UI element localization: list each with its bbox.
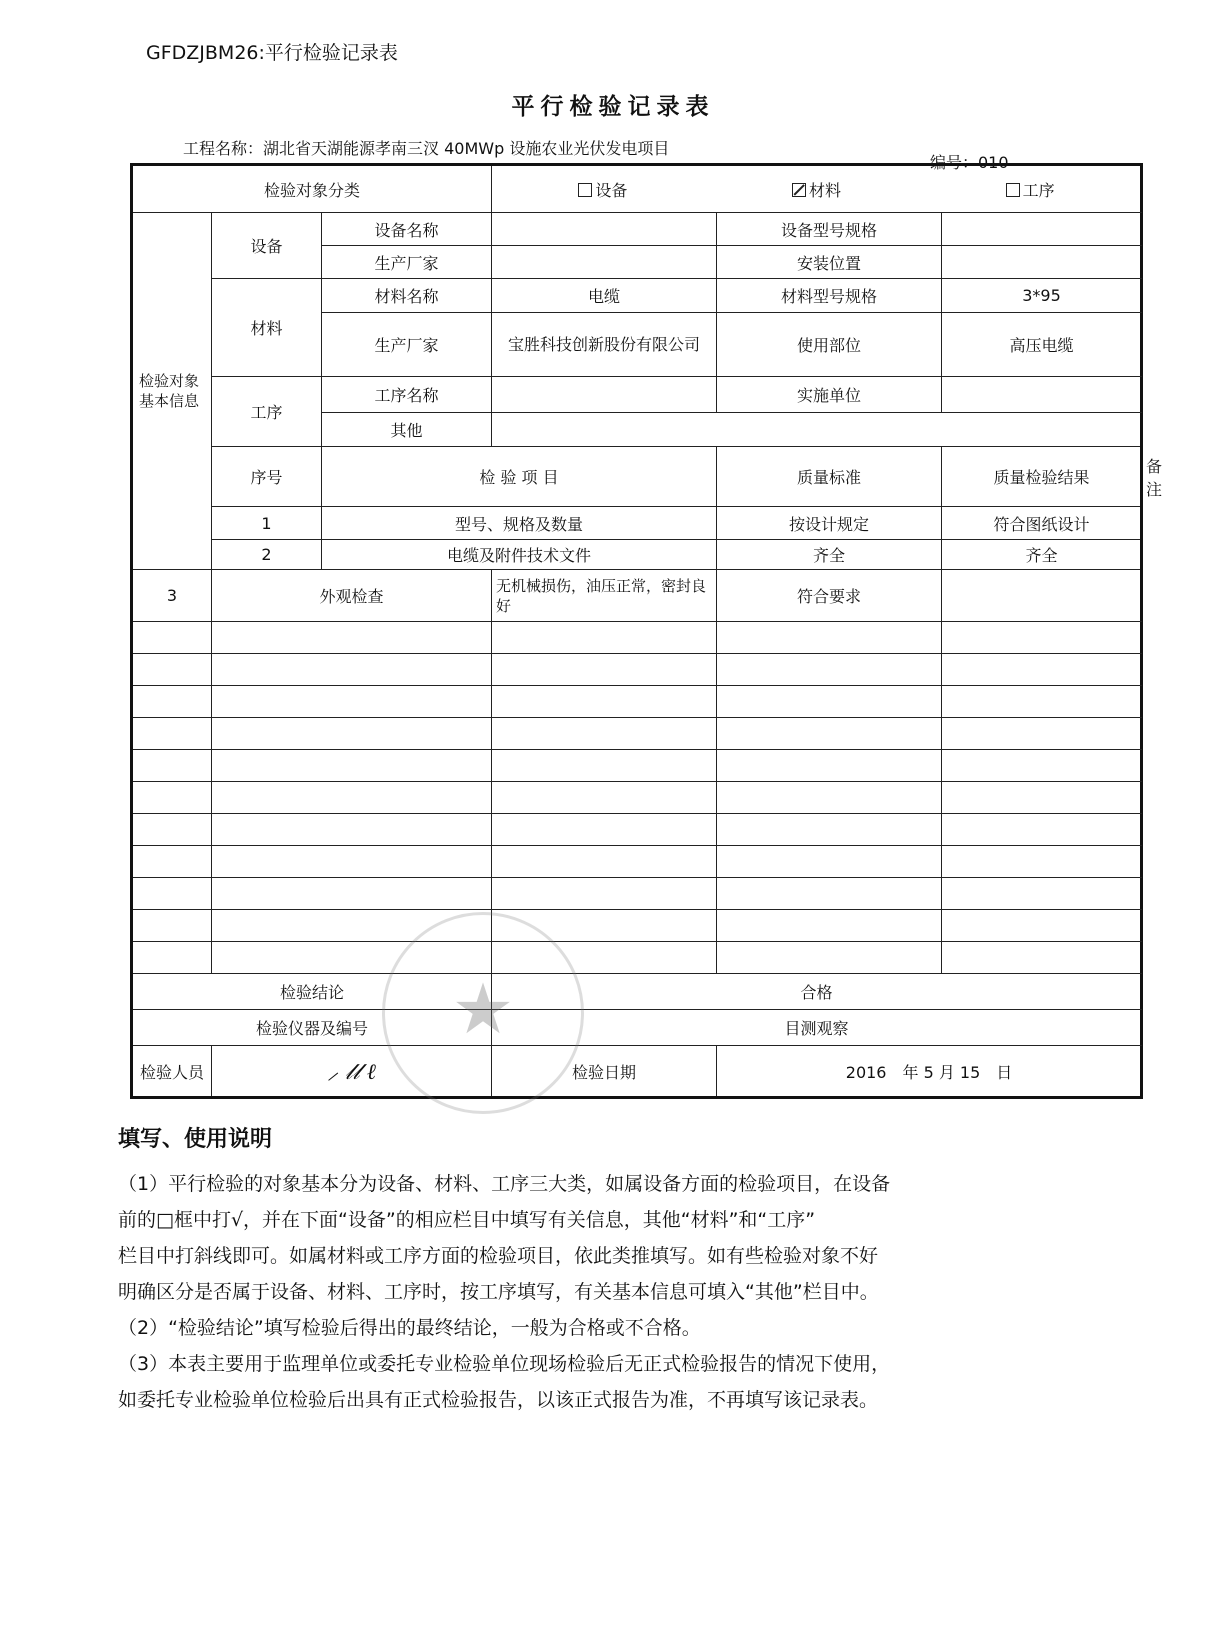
date-label: 检验日期 <box>492 1046 717 1098</box>
project-name: 工程名称：湖北省天湖能源孝南三汊 40MWp 设施农业光伏发电项目 <box>183 139 670 158</box>
process-unit-label: 实施单位 <box>717 377 942 413</box>
official-seal-stamp <box>382 912 584 1114</box>
col-header-no: 序号 <box>212 447 322 507</box>
item-standard: 按设计规定 <box>717 507 942 540</box>
item-remark <box>942 570 1142 622</box>
checkbox-icon[interactable] <box>578 183 592 197</box>
empty-row <box>132 814 1142 846</box>
table-row <box>132 570 1142 622</box>
process-unit-value <box>942 377 1142 413</box>
process-other-value <box>492 413 1142 447</box>
inspector-label: 检验人员 <box>132 1046 212 1098</box>
category-label: 检验对象分类 <box>132 165 492 213</box>
option-equipment[interactable]: 设备 <box>578 178 627 201</box>
item-standard: 齐全 <box>717 540 942 570</box>
process-name-value <box>492 377 717 413</box>
instruction-p1-line3: 栏目中打斜线即可。如属材料或工序方面的检验项目，依此类推填写。如有些检验对象不好 <box>118 1245 879 1267</box>
process-other-label: 其他 <box>322 413 492 447</box>
item-name: 电缆及附件技术文件 <box>322 540 717 570</box>
equipment-location-value <box>942 246 1142 279</box>
empty-row <box>132 622 1142 654</box>
handwritten-signature: ⸝ 𝓁𝓁 ℓ <box>327 1060 376 1085</box>
equipment-name-value <box>492 213 717 246</box>
basic-info-label: 检验对象基本信息 <box>132 213 212 570</box>
page-title: 平行检验记录表 <box>511 94 715 120</box>
empty-row <box>132 878 1142 910</box>
material-model-value: 3*95 <box>942 279 1142 313</box>
instruction-p1-line4: 明确区分是否属于设备、材料、工序时，按工序填写，有关基本信息可填入“其他”栏目中。 <box>118 1281 879 1303</box>
instructions-title: 填写、使用说明 <box>118 1127 273 1152</box>
col-header-standard: 质量标准 <box>717 447 942 507</box>
inspector-row <box>132 1046 1142 1098</box>
empty-row <box>132 750 1142 782</box>
instruction-p3-line2: 如委托专业检验单位检验后出具有正式检验报告，以该正式报告为准，不再填写该记录表。 <box>118 1389 879 1411</box>
material-part-value: 高压电缆 <box>942 313 1142 377</box>
inspection-form-table <box>130 163 1163 1099</box>
category-row <box>132 165 1142 213</box>
instruction-p3-line1: （3）本表主要用于监理单位或委托专业检验单位现场检验后无正式检验报告的情况下使用， <box>118 1353 891 1375</box>
conclusion-label: 检验结论 <box>132 974 492 1010</box>
conclusion-row <box>132 974 1142 1010</box>
option-material[interactable]: 材料 <box>792 178 841 201</box>
option-process[interactable]: 工序 <box>1006 178 1055 201</box>
material-maker-label: 生产厂家 <box>322 313 492 377</box>
process-name-label: 工序名称 <box>322 377 492 413</box>
instruction-p1-line2: 前的□框中打√，并在下面“设备”的相应栏目中填写有关信息，其他“材料”和“工序” <box>118 1209 816 1231</box>
instrument-value: 目测观察 <box>492 1010 1142 1046</box>
form-number: 编号：010 <box>930 153 1009 172</box>
item-name: 型号、规格及数量 <box>322 507 717 540</box>
checked-checkbox-icon[interactable] <box>792 183 806 197</box>
instruction-p1-line1: （1）平行检验的对象基本分为设备、材料、工序三大类，如属设备方面的检验项目，在设备 <box>118 1173 891 1195</box>
equipment-name-label: 设备名称 <box>322 213 492 246</box>
empty-row <box>132 846 1142 878</box>
items-header-row: 序号 检 验 项 目 质量标准 质量检验结果 备 注 <box>132 447 1142 507</box>
item-result: 符合要求 <box>717 570 942 622</box>
item-result: 符合图纸设计 <box>942 507 1142 540</box>
col-header-item: 检 验 项 目 <box>322 447 717 507</box>
item-standard: 无机械损伤，油压正常，密封良好 <box>492 570 717 622</box>
document-code: GFDZJBM26:平行检验记录表 <box>146 42 398 64</box>
date-value: 2016 年 5 月 15 日 <box>717 1046 1142 1098</box>
material-maker-value: 宝胜科技创新股份有限公司 <box>492 313 717 377</box>
empty-row <box>132 718 1142 750</box>
empty-row <box>132 782 1142 814</box>
empty-row <box>132 654 1142 686</box>
item-name: 外观检查 <box>212 570 492 622</box>
instrument-row <box>132 1010 1142 1046</box>
table-row <box>132 507 1142 540</box>
equipment-model-value <box>942 213 1142 246</box>
equipment-model-label: 设备型号规格 <box>717 213 942 246</box>
equipment-maker-value <box>492 246 717 279</box>
instruction-p2: （2）“检验结论”填写检验后得出的最终结论，一般为合格或不合格。 <box>118 1317 701 1339</box>
material-model-label: 材料型号规格 <box>717 279 942 313</box>
star-icon: ★ <box>451 968 515 1051</box>
conclusion-value: 合格 <box>492 974 1142 1010</box>
equipment-maker-label: 生产厂家 <box>322 246 492 279</box>
item-no: 2 <box>212 540 322 570</box>
material-group-label: 材料 <box>212 279 322 377</box>
equipment-group-label: 设备 <box>212 213 322 279</box>
material-name-label: 材料名称 <box>322 279 492 313</box>
empty-row <box>132 910 1142 942</box>
empty-row <box>132 686 1142 718</box>
process-group-label: 工序 <box>212 377 322 447</box>
instrument-label: 检验仪器及编号 <box>132 1010 492 1046</box>
checkbox-icon[interactable] <box>1006 183 1020 197</box>
item-no: 3 <box>132 570 212 622</box>
table-row <box>132 540 1142 570</box>
col-header-result: 质量检验结果 <box>942 447 1142 507</box>
category-options <box>492 165 1142 213</box>
empty-row <box>132 942 1142 974</box>
item-no: 1 <box>212 507 322 540</box>
material-name-value: 电缆 <box>492 279 717 313</box>
item-result: 齐全 <box>942 540 1142 570</box>
material-part-label: 使用部位 <box>717 313 942 377</box>
equipment-location-label: 安装位置 <box>717 246 942 279</box>
